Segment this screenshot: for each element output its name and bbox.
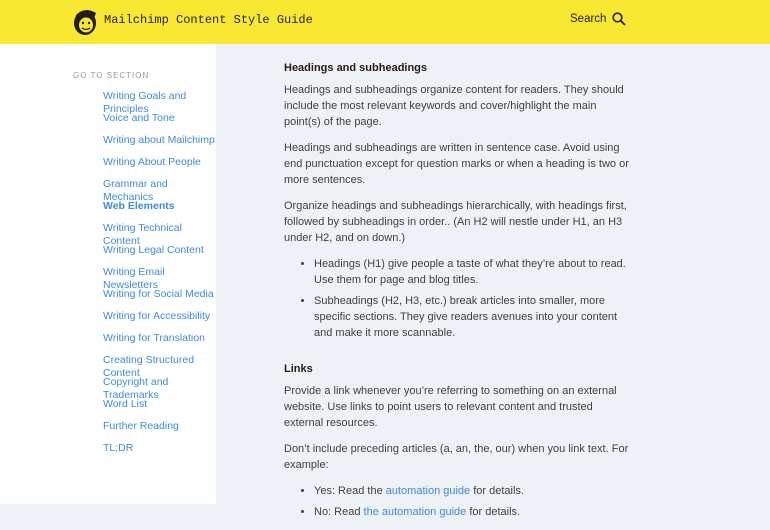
sidebar-item-writing-legal-content[interactable]: Writing Legal Content xyxy=(103,244,204,256)
bullet-list xyxy=(314,256,629,341)
header xyxy=(0,0,770,44)
paragraph: Organize headings and subheadings hierarchically, with headings first, followed by subheadings in order.. (An H2 will nestle under H1, an H3 under H2, and on down.) xyxy=(284,200,627,244)
automation-guide-link[interactable]: automation guide xyxy=(385,485,471,497)
search-icon xyxy=(612,12,626,26)
sidebar-item-writing-for-translation[interactable]: Writing for Translation xyxy=(103,332,205,344)
sidebar-item-writing-email-newsletters[interactable]: Writing Email Newsletters xyxy=(103,266,165,291)
paragraph: Don’t include preceding articles (a, an, the, our) when you link text. For example: xyxy=(284,443,629,471)
sidebar-item-tl-dr[interactable]: TL;DR xyxy=(103,442,134,454)
sidebar-heading: GO TO SECTION xyxy=(73,71,150,80)
sidebar-item-writing-about-mailchimp[interactable]: Writing about Mailchimp xyxy=(103,134,215,146)
bullet-list xyxy=(314,483,629,520)
paragraph: Headings and subheadings are written in sentence case. Avoid using end punctuation except for question marks or when a heading is two or more sentences. xyxy=(284,142,629,186)
sidebar-item-writing-for-social-media[interactable]: Writing for Social Media xyxy=(103,288,214,300)
site-title[interactable]: Mailchimp Content Style Guide xyxy=(104,13,313,27)
text: for details. xyxy=(470,485,524,497)
main-content xyxy=(284,60,629,530)
sidebar-item-voice-and-tone[interactable]: Voice and Tone xyxy=(103,112,175,124)
paragraph: Headings and subheadings organize content for readers. They should include the most relevant keywords and cover/highlight the main point(s) of the page. xyxy=(284,84,624,128)
list-item: • Subheadings (H2, H3, etc.) break articles into smaller, more specific sections. They give readers avenues into your content and make it more scannable. xyxy=(314,293,629,341)
sidebar-item-word-list[interactable]: Word List xyxy=(103,398,148,410)
section-heading: Headings and subheadings xyxy=(284,62,428,74)
sidebar-item-further-reading[interactable]: Further Reading xyxy=(103,420,179,432)
sidebar-nav xyxy=(103,90,216,464)
sidebar-item-web-elements[interactable]: Web Elements xyxy=(103,200,175,212)
sidebar-item-writing-about-people[interactable]: Writing About People xyxy=(103,156,201,168)
text: Yes: Read the xyxy=(314,485,386,497)
section-heading: Links xyxy=(284,363,313,375)
mailchimp-logo-icon[interactable] xyxy=(72,6,99,36)
sidebar-item-grammar-and-mechanics[interactable]: Grammar and Mechanics xyxy=(103,178,168,203)
paragraph: Provide a link whenever you’re referring to something on an external website. Use links to point users to relevant content and trusted external resources. xyxy=(284,385,617,429)
text: No: Read xyxy=(314,506,364,518)
search-button[interactable] xyxy=(570,12,626,26)
list-item xyxy=(314,483,629,499)
list-item: • Headings (H1) give people a taste of what they’re about to read. Use them for page and blog titles. xyxy=(314,256,629,288)
sidebar-item-copyright-and-trademarks[interactable]: Copyright and Trademarks xyxy=(103,376,169,401)
sidebar-item-creating-structured-content[interactable]: Creating Structured Content xyxy=(103,354,195,379)
search-label: Search xyxy=(570,13,607,25)
list-item xyxy=(314,504,629,520)
automation-guide-link[interactable]: the automation guide xyxy=(363,506,467,518)
sidebar xyxy=(0,44,216,504)
sidebar-item-writing-for-accessibility[interactable]: Writing for Accessibility xyxy=(103,310,211,322)
sidebar-item-writing-goals-and-principles[interactable]: Writing Goals and Principles xyxy=(103,90,187,115)
text: for details. xyxy=(466,506,521,518)
sidebar-item-writing-technical-content[interactable]: Writing Technical Content xyxy=(103,222,182,247)
